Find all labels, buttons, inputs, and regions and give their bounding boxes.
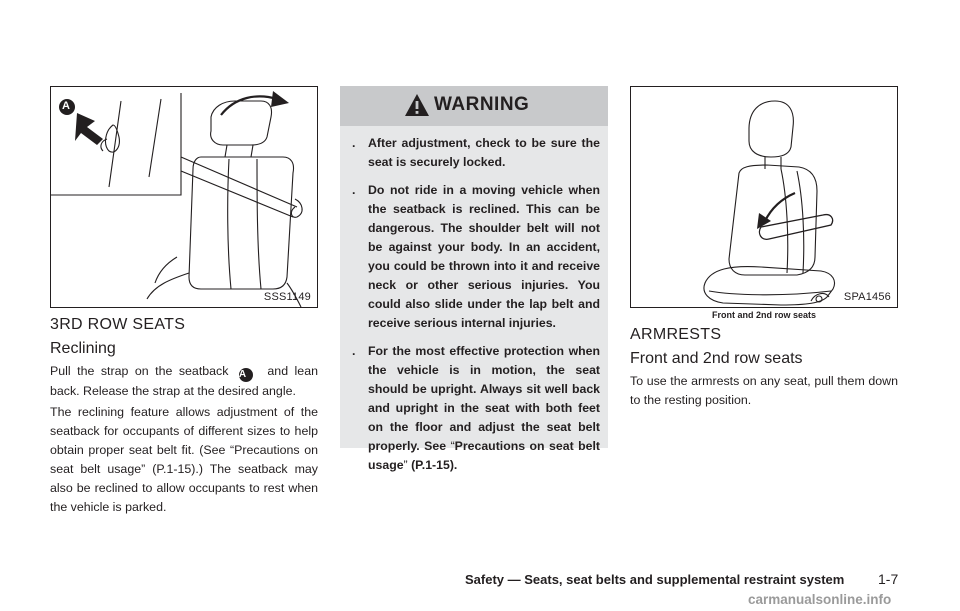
warning-reference-page: (P.1-15). <box>411 458 458 472</box>
reference-open-quote: “ <box>450 439 455 453</box>
warning-item <box>340 181 608 333</box>
warning-reference-link[interactable]: Precautions on seat belt usage <box>368 439 601 472</box>
warning-title: WARNING <box>434 94 530 115</box>
callout-a-inline-badge: A <box>239 368 253 382</box>
warning-item-text: For the most effective protection when the vehicle is in motion, the seat should be upright. Always sit well back and upright in the seat with both feet on the floor and adjust the seat belt properly. See <box>368 344 600 453</box>
warning-bullet: . <box>352 136 356 150</box>
warning-item-text: Do not ride in a moving vehicle when the seatback is reclined. This can be dangerous. The shoulder belt will not be against your body. In an accident, you could be thrown into it and receive neck or other serious injuries. You could also slide under the lap belt and receive serious internal injuries. <box>368 183 600 330</box>
figure-code: SSS1149 <box>263 291 311 303</box>
page-number: 1-7 <box>878 571 899 587</box>
warning-box <box>340 86 608 472</box>
reclining-instructions <box>50 362 318 401</box>
subheading-front-and-2nd-row-seats: Front and 2nd row seats <box>630 350 803 367</box>
callout-a-label: A <box>62 100 70 112</box>
warning-bullet: . <box>352 344 356 358</box>
section-heading-3rd-row-seats: 3RD ROW SEATS <box>50 316 186 333</box>
warning-item <box>340 134 608 172</box>
watermark: carmanualsonline.info <box>748 592 892 607</box>
armrest-illustration <box>631 87 899 309</box>
figure-caption: Front and 2nd row seats <box>711 310 816 320</box>
warning-header <box>340 86 608 126</box>
figure-front-seat-armrest <box>630 86 898 308</box>
warning-bullet: . <box>352 183 356 197</box>
page-footer-title: Safety — Seats, seat belts and supplemental restraint system <box>465 572 845 587</box>
warning-triangle-icon <box>404 93 430 117</box>
warning-item <box>340 342 608 475</box>
instructions-text-start: Pull the strap on the seatback <box>50 364 229 378</box>
seat-strap-illustration <box>51 87 319 309</box>
warning-list <box>340 134 608 484</box>
reclining-feature-description: The reclining feature allows adjustment of the seatback for occupants of different sizes to help obtain proper seat belt fit. (See “Precautions on seat belt usage” (P.1-15).) The seatback may also be reclined to allow occupants to rest when the vehicle is parked. <box>50 405 318 514</box>
reference-close-quote: ” <box>403 458 408 472</box>
warning-item-text: After adjustment, check to be sure the seat is securely locked. <box>368 136 600 169</box>
figure-code: SPA1456 <box>843 291 891 303</box>
armrest-instructions: To use the armrests on any seat, pull them down to the resting position. <box>630 374 898 407</box>
figure-3rd-row-seat <box>50 86 318 308</box>
instructions-text-end: and lean back. Release the strap at the desired angle. <box>50 364 318 398</box>
subheading-reclining: Reclining <box>50 340 116 357</box>
section-heading-armrests: ARMRESTS <box>630 326 722 343</box>
